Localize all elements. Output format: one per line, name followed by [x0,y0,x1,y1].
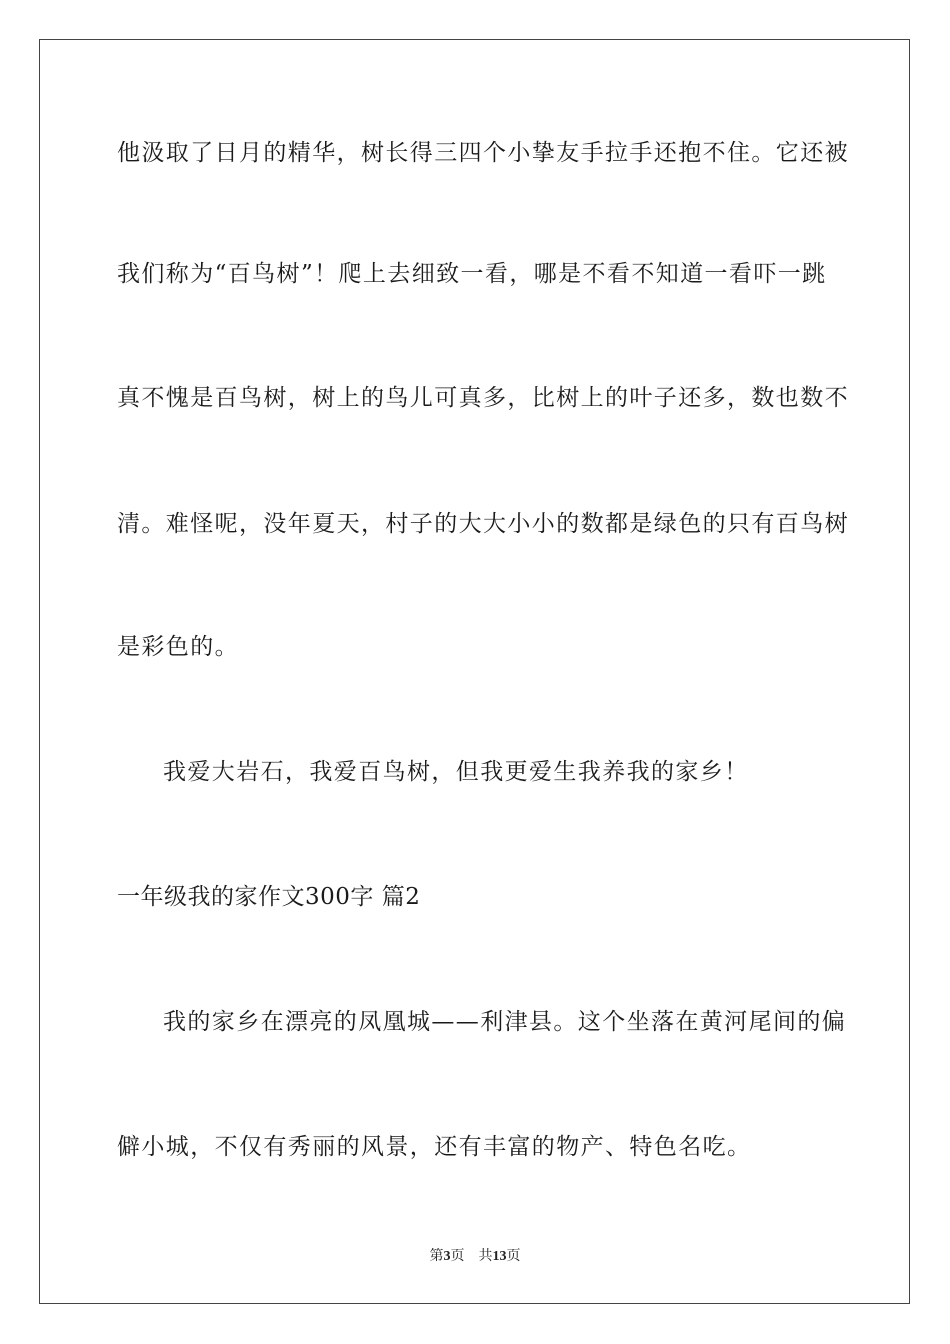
paragraph-line: 我的家乡在漂亮的凤凰城——利津县。这个坐落在黄河尾间的偏 [163,1009,847,1035]
page-number: 3 [443,1249,451,1264]
paragraph-line: 我爱大岩石，我爱百鸟树，但我更爱生我养我的家乡！ [163,759,749,785]
page-suffix: 页 [450,1249,465,1264]
page-footer [0,1248,950,1266]
text-line: 我们称为“百鸟树”！爬上去细致一看，哪是不看不知道一看吓一跳 [117,261,827,287]
text-line: 他汲取了日月的精华，树长得三四个小挚友手拉手还抱不住。它还被 [117,140,849,166]
section-heading: 一年级我的家作文300字 篇2 [117,884,421,910]
total-pages: 13 [492,1249,507,1264]
text-line: 僻小城，不仅有秀丽的风景，还有丰富的物产、特色名吃。 [117,1134,752,1160]
text-line: 真不愧是百鸟树，树上的鸟儿可真多，比树上的叶子还多，数也数不 [117,385,849,411]
total-suffix: 页 [506,1249,521,1264]
total-prefix: 共 [478,1249,493,1264]
text-line: 是彩色的。 [117,634,239,660]
text-line: 清。难怪呢，没年夏天，村子的大大小小的数都是绿色的只有百鸟树 [117,511,849,537]
page-prefix: 第 [429,1249,444,1264]
page-frame [39,39,910,1304]
